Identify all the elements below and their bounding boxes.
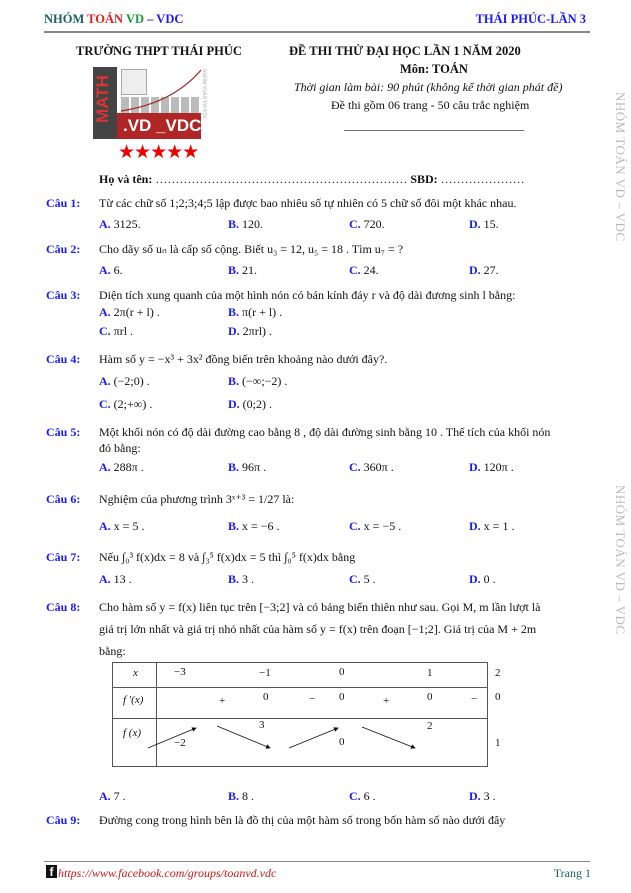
answer-option[interactable]	[349, 789, 376, 804]
question-text: Hàm số y = −x³ + 3x² đồng biến trên khoảng nào dưới đây?.	[99, 352, 388, 366]
footer-link[interactable]: https://www.facebook.com/groups/toanvd.vdc	[58, 866, 277, 880]
answer-option[interactable]	[469, 217, 499, 232]
option-text: 5 .	[363, 572, 376, 586]
option-letter: D.	[469, 263, 481, 277]
option-text: 360π .	[363, 460, 394, 474]
option-text: 15.	[483, 217, 499, 231]
option-letter: C.	[349, 572, 361, 586]
option-text: π(r + l) .	[242, 305, 283, 319]
f-value: −2	[174, 737, 186, 749]
option-letter: D.	[469, 519, 481, 533]
answer-option[interactable]	[469, 519, 514, 534]
answer-option[interactable]	[228, 374, 287, 389]
question-text: Từ các chữ số 1;2;3;4;5 lập được bao nhiêu số tự nhiên có 5 chữ số đôi một khác nhau.	[99, 196, 517, 210]
option-letter: A.	[99, 460, 111, 474]
option-text: 3125.	[113, 217, 141, 231]
stars-rating: ★★★★★	[118, 142, 199, 163]
answer-option[interactable]	[99, 460, 144, 475]
answer-option[interactable]	[349, 460, 394, 475]
option-text: 8 .	[242, 789, 255, 803]
option-text: (−2;0) .	[113, 374, 150, 388]
option-text: (−∞;−2) .	[242, 374, 288, 388]
option-letter: B.	[228, 217, 240, 231]
fprime-value: 0	[263, 691, 269, 703]
option-text: 720.	[363, 217, 385, 231]
option-letter: C.	[349, 789, 361, 803]
option-letter: A.	[99, 263, 111, 277]
answer-option[interactable]	[349, 572, 376, 587]
answer-option[interactable]	[228, 572, 254, 587]
option-text: x = 5 .	[113, 519, 145, 533]
option-text: 6.	[113, 263, 123, 277]
watermark: NHÓM TOÁN VD – VDC	[613, 92, 628, 242]
answer-option[interactable]	[228, 460, 266, 475]
exam-info: Đề thi gồm 06 trang - 50 câu trắc nghiệm	[331, 98, 530, 112]
question-text: Một khối nón có độ dài đường cao bằng 8 , độ dài đường sinh bằng 10 . Thể tích của khối nón	[99, 425, 551, 439]
option-letter: C.	[349, 263, 361, 277]
option-letter: B.	[228, 374, 240, 388]
answer-option[interactable]	[469, 572, 496, 587]
answer-option[interactable]	[99, 519, 144, 534]
option-letter: D.	[228, 324, 240, 338]
question-label: Câu 9:	[46, 813, 81, 827]
option-text: πrl .	[113, 324, 134, 338]
x-value: 0	[339, 666, 345, 678]
answer-option[interactable]	[349, 263, 379, 278]
option-letter: D.	[469, 572, 481, 586]
option-text: x = 1 .	[483, 519, 515, 533]
row-label-f: f (x)	[123, 727, 142, 739]
name-field[interactable]: ………………………………………………………	[155, 172, 408, 186]
fprime-sign: −	[309, 693, 316, 705]
variation-arrows	[113, 663, 487, 766]
watermark: NHÓM TOÁN VD – VDC	[613, 485, 628, 635]
question-text: Diện tích xung quanh của một hình nón có bán kính đáy r và độ dài đương sinh l bằng:	[99, 288, 516, 302]
answer-option[interactable]	[228, 263, 257, 278]
option-letter: B.	[228, 572, 240, 586]
answer-option[interactable]	[99, 572, 132, 587]
page-number: Trang 1	[553, 866, 591, 880]
option-letter: C.	[99, 324, 111, 338]
answer-option[interactable]	[99, 217, 141, 232]
answer-option[interactable]	[469, 460, 514, 475]
option-text: 3 .	[242, 572, 255, 586]
answer-option[interactable]	[99, 324, 133, 339]
option-letter: D.	[228, 397, 240, 411]
option-letter: B.	[228, 789, 240, 803]
option-text: 96π .	[242, 460, 267, 474]
question-text: Cho dãy số uₙ là cấp số cộng. Biết u₃ = 12, u₅ = 18 . Tìm u₇ = ?	[99, 242, 404, 256]
f-value: 3	[259, 719, 265, 731]
option-text: 120.	[242, 217, 264, 231]
variation-table	[112, 662, 501, 767]
question-label: Câu 1:	[46, 196, 81, 210]
question-text: Đường cong trong hình bên là đồ thị của một hàm số trong bốn hàm số nào dưới đây	[99, 813, 506, 827]
sbd-label: SBD:	[410, 172, 438, 186]
x-value: −1	[259, 667, 271, 679]
fprime-value: 0	[427, 691, 433, 703]
option-text: x = −6 .	[242, 519, 280, 533]
answer-option[interactable]	[228, 305, 282, 320]
option-letter: A.	[99, 519, 111, 533]
facebook-icon: f	[46, 865, 57, 878]
question-label: Câu 2:	[46, 242, 81, 256]
brand-part: – VDC	[144, 12, 184, 26]
option-letter: D.	[469, 217, 481, 231]
logo-side-text: NHÓM TOÁN VD-VDC	[201, 69, 206, 120]
option-text: 288π .	[113, 460, 144, 474]
exam-title: ĐỀ THI THỬ ĐẠI HỌC LẦN 1 NĂM 2020	[289, 44, 521, 58]
logo-vdvdc-text: .VD _VDC	[123, 116, 202, 135]
question-label: Câu 4:	[46, 352, 81, 366]
option-text: 6 .	[363, 789, 376, 803]
option-letter: A.	[99, 572, 111, 586]
option-text: (2;+∞) .	[113, 397, 153, 411]
fprime-sign: +	[219, 695, 226, 707]
x-value: 1	[427, 667, 433, 679]
f-value: 2	[427, 720, 433, 732]
option-letter: B.	[228, 263, 240, 277]
x-value: 2	[495, 667, 501, 679]
exam-subject: Môn: TOÁN	[400, 62, 468, 76]
answer-option[interactable]	[228, 324, 272, 339]
option-letter: A.	[99, 374, 111, 388]
exam-divider: ______________________________	[344, 118, 524, 132]
option-text: 13 .	[113, 572, 132, 586]
option-text: 24.	[363, 263, 379, 277]
school-name: TRƯỜNG THPT THÁI PHÚC	[76, 44, 242, 58]
option-text: x = −5 .	[363, 519, 402, 533]
option-letter: C.	[349, 460, 361, 474]
name-label: Họ và tên:	[99, 172, 153, 186]
option-letter: A.	[99, 789, 111, 803]
option-text: 2πrl) .	[242, 324, 273, 338]
option-letter: B.	[228, 519, 240, 533]
option-text: 21.	[242, 263, 258, 277]
answer-option[interactable]	[228, 789, 254, 804]
header-rule	[44, 31, 590, 33]
f-value: 1	[495, 737, 501, 749]
option-text: 0 .	[483, 572, 496, 586]
question-label: Câu 8:	[46, 600, 81, 614]
question-text: Nếu ∫₀³ f(x)dx = 8 và ∫₃⁵ f(x)dx = 5 thì ∫₀⁵ f(x)dx bằng	[99, 550, 356, 564]
option-text: 7 .	[113, 789, 126, 803]
option-text: 120π .	[483, 460, 514, 474]
question-text: giá trị lớn nhất và giá trị nhỏ nhất của hàm số y = f(x) trên đoạn [−1;2]. Giá trị của M + 2m	[99, 622, 537, 636]
option-letter: B.	[228, 460, 240, 474]
question-text: Nghiệm của phương trình 3ˣ⁺³ = 1/27 là:	[99, 492, 295, 506]
answer-option[interactable]	[469, 789, 496, 804]
header-brand	[44, 12, 183, 27]
option-text: 27.	[483, 263, 499, 277]
fprime-value: 0	[495, 691, 501, 703]
fprime-value: 0	[339, 691, 345, 703]
brand-part: VD	[125, 12, 145, 26]
option-letter: D.	[469, 789, 481, 803]
question-label: Câu 7:	[46, 550, 81, 564]
answer-option[interactable]	[228, 397, 272, 412]
student-info	[99, 172, 525, 187]
answer-option[interactable]	[99, 789, 126, 804]
option-text: (0;2) .	[242, 397, 272, 411]
f-value: 0	[339, 736, 345, 748]
answer-option[interactable]	[99, 397, 152, 412]
fprime-sign: −	[471, 693, 478, 705]
row-label-fprime: f '(x)	[123, 694, 144, 706]
option-letter: A.	[99, 305, 111, 319]
option-text: 3 .	[483, 789, 496, 803]
question-text: bằng:	[99, 644, 126, 658]
sbd-field[interactable]: …………………	[440, 172, 525, 186]
answer-option[interactable]	[228, 217, 263, 232]
brand-part: TOÁN	[87, 12, 126, 26]
question-label: Câu 3:	[46, 288, 81, 302]
math-logo	[93, 67, 213, 139]
option-letter: C.	[349, 519, 361, 533]
answer-option[interactable]	[99, 263, 123, 278]
answer-option[interactable]	[99, 374, 150, 389]
question-label: Câu 5:	[46, 425, 81, 439]
option-letter: D.	[469, 460, 481, 474]
fprime-sign: +	[383, 695, 390, 707]
answer-option[interactable]	[228, 519, 280, 534]
x-value: −3	[174, 666, 186, 678]
option-text: 2π(r + l) .	[113, 305, 160, 319]
header-right: THÁI PHÚC-LẦN 3	[475, 12, 586, 26]
logo-math-text: MATH	[92, 75, 112, 123]
option-letter: A.	[99, 217, 111, 231]
question-text: đó bằng:	[99, 441, 141, 455]
answer-option[interactable]	[349, 519, 401, 534]
answer-option[interactable]	[469, 263, 499, 278]
answer-option[interactable]	[349, 217, 385, 232]
row-label-x: x	[133, 667, 138, 679]
answer-option[interactable]	[99, 305, 160, 320]
option-letter: B.	[228, 305, 240, 319]
brand-part: NHÓM	[44, 12, 88, 26]
exam-time: Thời gian làm bài: 90 phút (không kể thời gian phát đề)	[294, 80, 563, 94]
question-text: Cho hàm số y = f(x) liên tục trên [−3;2] và có bảng biến thiên như sau. Gọi M, m lần lượt là	[99, 600, 541, 614]
option-letter: C.	[349, 217, 361, 231]
question-label: Câu 6:	[46, 492, 81, 506]
footer-rule	[44, 861, 590, 862]
option-letter: C.	[99, 397, 111, 411]
